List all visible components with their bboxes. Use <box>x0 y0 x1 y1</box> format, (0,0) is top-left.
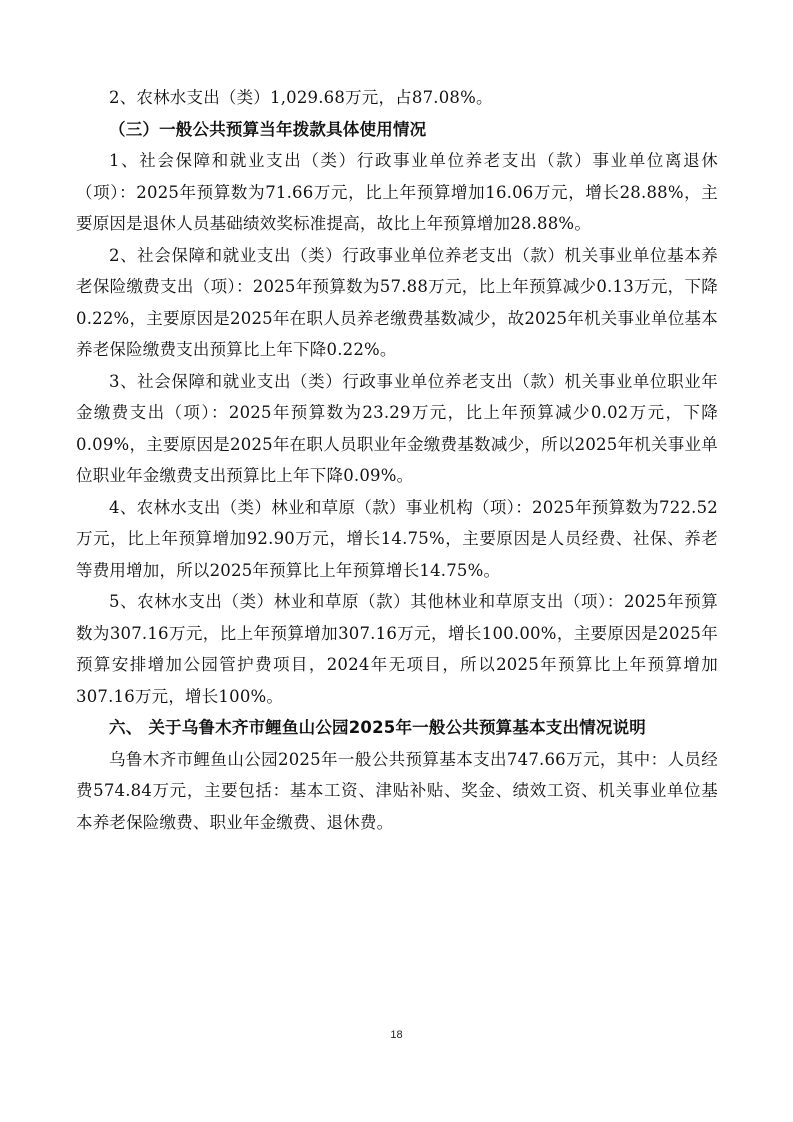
paragraph-basic-expenditure: 乌鲁木齐市鲤鱼山公园2025年一般公共预算基本支出747.66万元，其中：人员经费574.84万元，主要包括：基本工资、津贴补贴、奖金、绩效工资、机关事业单位基本养老保险缴费、职业年金缴费、退休费。 <box>76 749 718 832</box>
paragraph-item-5: 5、农林水支出（类）林业和草原（款）其他林业和草原支出（项）：2025年预算数为307.16万元，比上年预算增加307.16万元，增长100.00%，主要原因是2025年预算安排增加公园管护费项目，2024年无项目，所以2025年预算比上年预算增加307.16万元，增长100%。 <box>76 592 718 706</box>
paragraph-item-4: 4、农林水支出（类）林业和草原（款）事业机构（项）：2025年预算数为722.52万元，比上年预算增加92.90万元，增长14.75%，主要原因是人员经费、社保、养老等费用增加，所以2025年预算比上年预算增长14.75%。 <box>76 497 718 580</box>
paragraph-item-2: 2、社会保障和就业支出（类）行政事业单位养老支出（款）机关事业单位基本养老保险缴费支出（项）：2025年预算数为57.88万元，比上年预算减少0.13万元，下降0.22%，主要原因是2025年在职人员养老缴费基数减少，故2025年机关事业单位基本养老保险缴费支出预算比上年下降0.22%。 <box>76 245 718 359</box>
paragraph-item-3: 3、社会保障和就业支出（类）行政事业单位养老支出（款）机关事业单位职业年金缴费支出（项）：2025年预算数为23.29万元，比上年预算减少0.02万元，下降0.09%，主要原因是2025年在职人员职业年金缴费基数减少，所以2025年机关事业单位职业年金缴费支出预算比上年下降0.09%。 <box>76 371 718 485</box>
body-text <box>76 82 718 838</box>
page-number: 18 <box>390 1029 403 1041</box>
paragraph-agri-total: 2、农林水支出（类）1,029.68万元，占87.08%。 <box>109 88 493 107</box>
heading-appropriation-usage: （三）一般公共预算当年拨款具体使用情况 <box>109 119 427 139</box>
heading-section-six: 六、 关于乌鲁木齐市鲤鱼山公园2025年一般公共预算基本支出情况说明 <box>109 718 646 737</box>
paragraph-item-1: 1、社会保障和就业支出（类）行政事业单位养老支出（款）事业单位离退休（项）：2025年预算数为71.66万元，比上年预算增加16.06万元，增长28.88%，主要原因是退休人员基础绩效奖标准提高，故比上年预算增加28.88%。 <box>76 151 718 233</box>
